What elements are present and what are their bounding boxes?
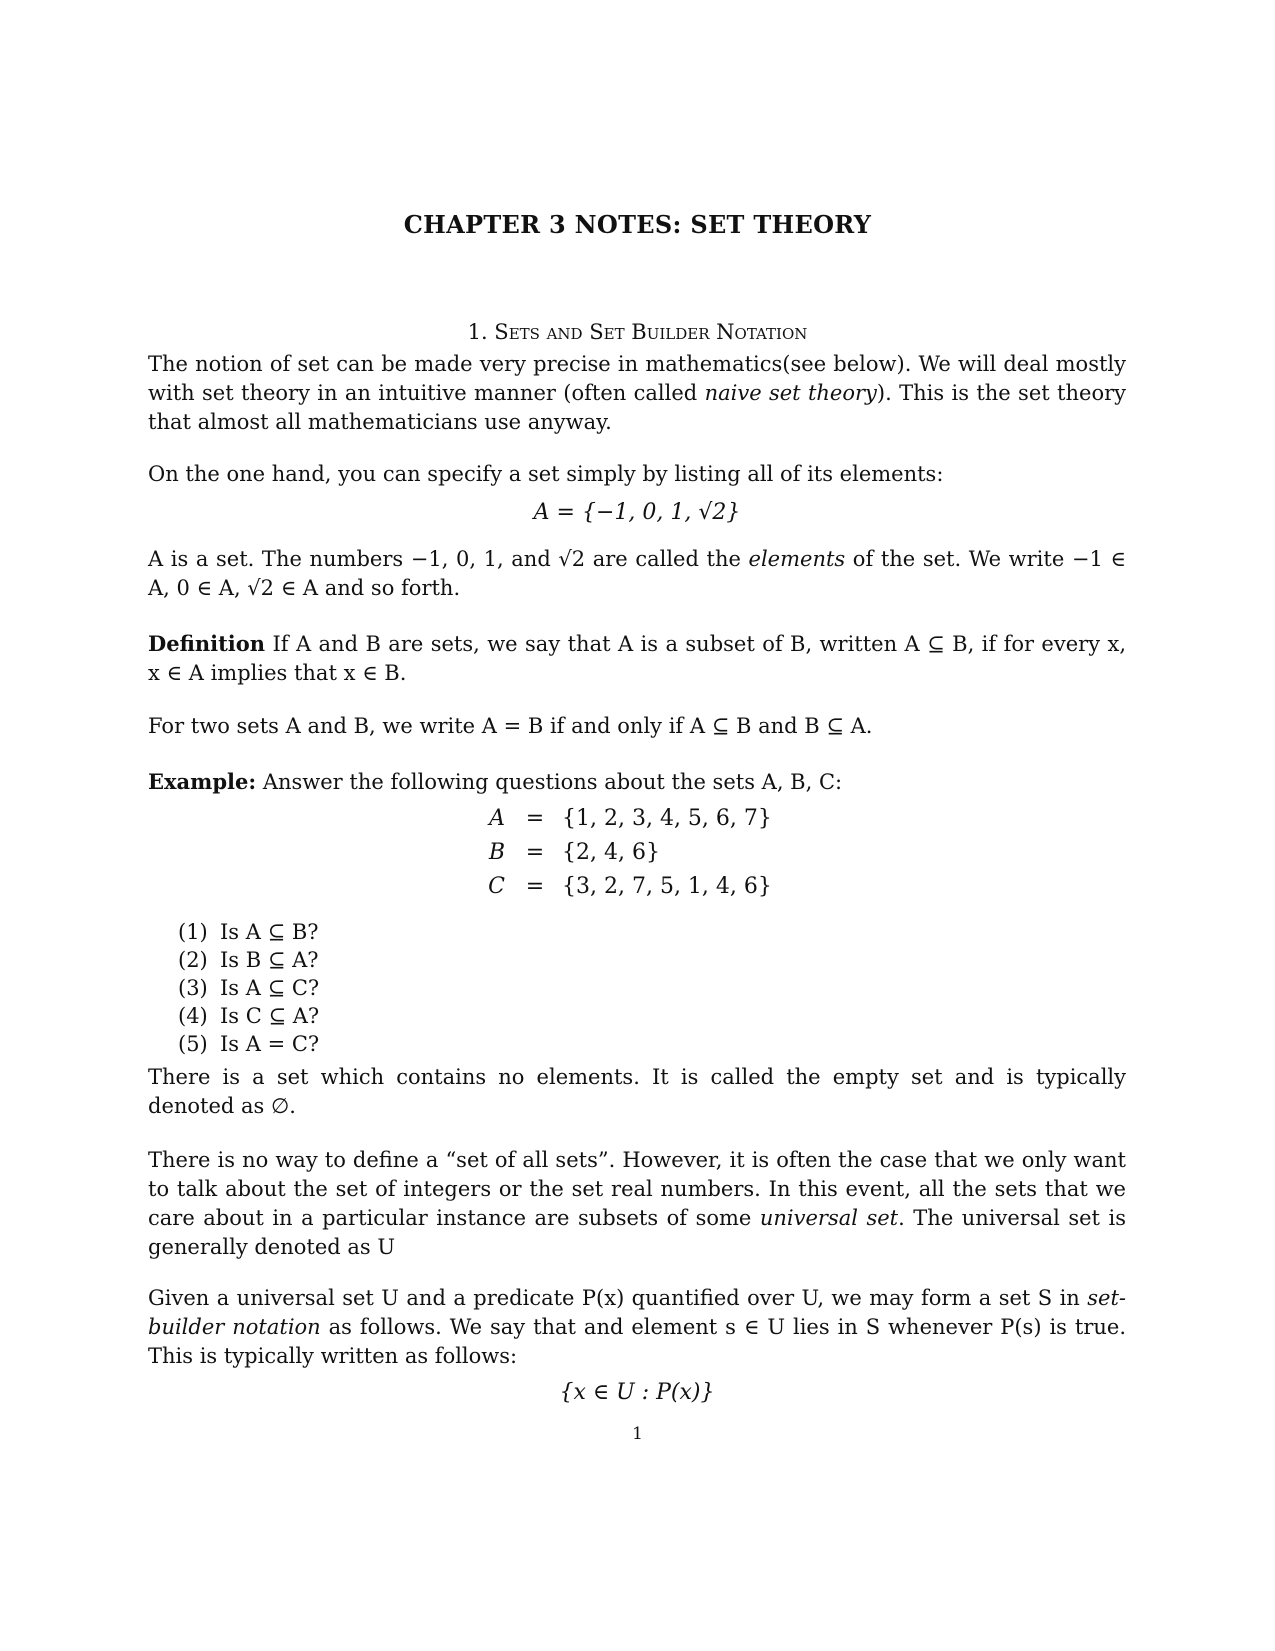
- question-text: Is B ⊆ A?: [220, 948, 319, 972]
- equals-sign: =: [525, 806, 545, 831]
- set-row: [0, 806, 1275, 840]
- question-text: Is C ⊆ A?: [220, 1004, 320, 1028]
- equals-sign: =: [525, 840, 545, 865]
- sets-equation-array: [0, 806, 1275, 916]
- listing-paragraph: On the one hand, you can specify a set simply by listing all of its elements:: [148, 462, 944, 486]
- question-text: Is A = C?: [220, 1032, 320, 1056]
- set-value: {2, 4, 6}: [562, 840, 660, 865]
- empty-set-paragraph: There is a set which contains no elements. It is called the empty set and is typically denoted as ∅.: [148, 1065, 1126, 1118]
- set-a-equation: A = {−1, 0, 1, √2}: [533, 500, 741, 525]
- list-item: [178, 918, 319, 946]
- question-number: (1): [178, 920, 208, 944]
- universal-set-paragraph: There is no way to define a “set of all sets”. However, it is often the case that we only want to talk about the set of integers or the set real numbers. In this event, all the sets that we care about in a particular instance are subsets of some universal set. The universal set is generally denoted as U: [148, 1148, 1126, 1259]
- list-item: [178, 974, 319, 1002]
- set-row: [0, 874, 1275, 908]
- question-text: Is A ⊆ C?: [220, 976, 320, 1000]
- question-number: (5): [178, 1032, 208, 1056]
- list-item: [178, 1002, 319, 1030]
- question-text: Is A ⊆ B?: [220, 920, 319, 944]
- set-value: {3, 2, 7, 5, 1, 4, 6}: [562, 874, 772, 899]
- question-number: (2): [178, 948, 208, 972]
- question-list: [178, 918, 319, 1058]
- example-paragraph: Example: Answer the following questions about the sets A, B, C:: [148, 769, 843, 794]
- set-builder-paragraph: Given a universal set U and a predicate P(x) quantified over U, we may form a set S in set-builder notation as follows. We say that and element s ∈ U lies in S whenever P(s) is true. This is typically written as follows:: [148, 1286, 1126, 1368]
- list-item: [178, 946, 319, 974]
- set-row: [0, 840, 1275, 874]
- equality-paragraph: For two sets A and B, we write A = B if and only if A ⊆ B and B ⊆ A.: [148, 714, 873, 738]
- section-heading: 1. Sets and Set Builder Notation: [467, 320, 808, 344]
- set-builder-equation: {x ∈ U : P(x)}: [559, 1380, 715, 1405]
- list-item: [178, 1030, 319, 1058]
- question-number: (4): [178, 1004, 208, 1028]
- question-number: (3): [178, 976, 208, 1000]
- intro-paragraph: The notion of set can be made very precise in mathematics(see below). We will deal mostly with set theory in an intuitive manner (often called naive set theory). This is the set theory that almost all mathematicians use anyway.: [148, 352, 1126, 434]
- set-name: C: [488, 874, 505, 899]
- elements-paragraph: A is a set. The numbers −1, 0, 1, and √2 are called the elements of the set. We write −1 ∈ A, 0 ∈ A, √2 ∈ A and so forth.: [148, 547, 1126, 600]
- chapter-title: CHAPTER 3 NOTES: SET THEORY: [403, 210, 872, 239]
- equals-sign: =: [525, 874, 545, 899]
- set-name: A: [489, 806, 505, 831]
- set-name: B: [488, 840, 505, 865]
- set-value: {1, 2, 3, 4, 5, 6, 7}: [562, 806, 772, 831]
- page-number: 1: [632, 1424, 643, 1444]
- subset-definition: Definition If A and B are sets, we say that A is a subset of B, written A ⊆ B, if for every x, x ∈ A implies that x ∈ B.: [148, 631, 1126, 685]
